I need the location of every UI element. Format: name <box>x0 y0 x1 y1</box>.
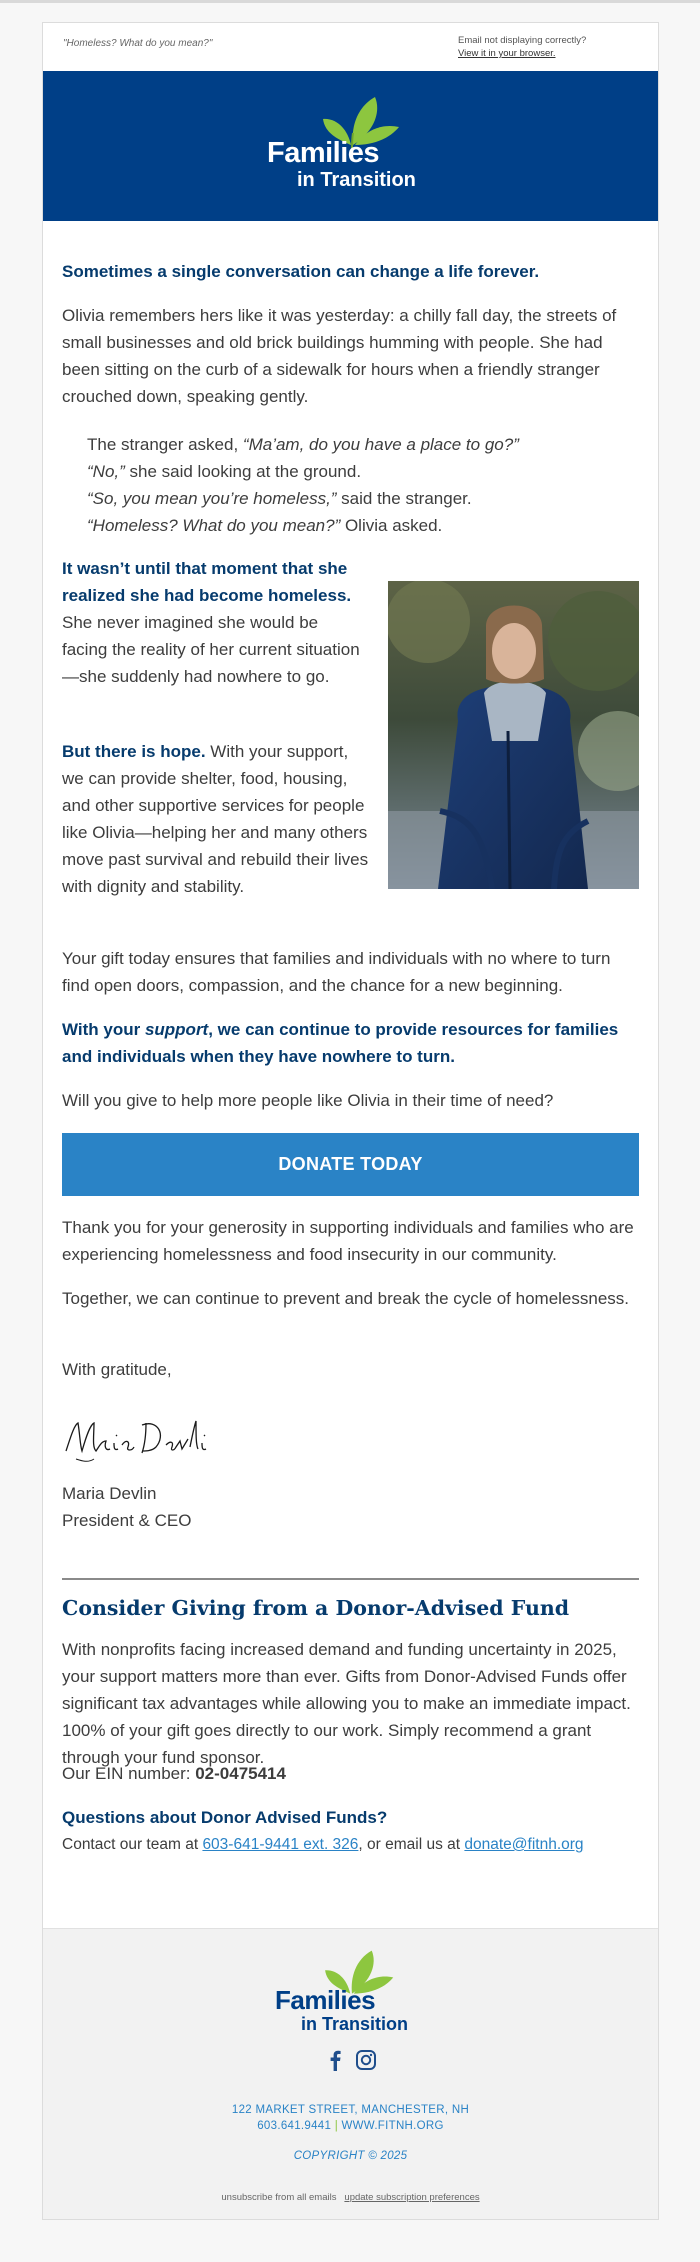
footer-contact-row <box>43 2120 658 2132</box>
hope-paragraph: But there is hope. With your support, we can provide shelter, food, housing, and other supportive services for people like Olivia—helping her and many others move past survival and rebuild their lives with dignity and stability. <box>62 742 369 896</box>
gift-paragraph: Your gift today ensures that families and individuals with no where to turn find open doors, compassion, and the chance for a new beginning. <box>62 949 611 995</box>
browser-view-note <box>458 34 586 60</box>
dialogue-line-1: The stranger asked, “Ma’am, do you have a place to go?” <box>87 435 519 454</box>
dialogue-line-2: “No,” she said looking at the ground. <box>87 462 362 481</box>
view-in-browser-link[interactable]: View it in your browser. <box>458 48 556 59</box>
email-link[interactable]: donate@fitnh.org <box>464 1836 584 1853</box>
header-banner <box>43 71 658 221</box>
footer-wordmark-line2: in Transition <box>301 2014 409 2034</box>
header-logo[interactable] <box>263 93 443 193</box>
support-paragraph: With your support, we can continue to provide resources for families and individuals when they have nowhere to turn. <box>62 1020 619 1066</box>
phone-link[interactable]: 603-641-9441 ext. 326 <box>202 1836 359 1853</box>
section-divider <box>62 1578 639 1580</box>
footer-address: 122 MARKET STREET, MANCHESTER, NH <box>231 2104 470 2116</box>
email-container <box>42 22 659 2220</box>
daf-paragraph: With nonprofits facing increased demand and funding uncertainty in 2025, your support matters more than ever. Gifts from Donor-Advised Funds offer significant tax advantages while allowing you to make an immediate impact. 100% of your gift goes directly to our work. Simply recommend a grant through your fund sponsor. <box>62 1640 631 1767</box>
gratitude-line: With gratitude, <box>62 1360 172 1379</box>
ask-paragraph: Will you give to help more people like Olivia in their time of need? <box>62 1091 554 1110</box>
daf-questions-heading: Questions about Donor Advised Funds? <box>62 1808 388 1827</box>
dialogue-block <box>87 431 627 539</box>
preferences-link[interactable]: update subscription preferences <box>344 2192 480 2203</box>
dialogue-line-4: “Homeless? What do you mean?” Olivia asked. <box>87 516 443 535</box>
footer-logo[interactable] <box>271 1947 431 2037</box>
dialogue-line-3: “So, you mean you’re homeless,” said the stranger. <box>87 489 472 508</box>
footer-unsubscribe-row <box>43 2192 658 2203</box>
realization-paragraph: It wasn’t until that moment that she realized she had become homeless. She never imagined she would be facing the reality of her current situation—she suddenly had nowhere to go. <box>62 559 360 686</box>
social-links <box>325 2049 385 2073</box>
logo-wordmark-line1: Families <box>267 137 380 169</box>
footer-copyright: COPYRIGHT © 2025 <box>293 2150 408 2162</box>
signature <box>62 1401 222 1471</box>
display-note: Email not displaying correctly? <box>458 35 587 46</box>
together-paragraph: Together, we can continue to prevent and break the cycle of homelessness. <box>62 1289 630 1308</box>
daf-heading: Consider Giving from a Donor-Advised Fund <box>62 1596 570 1620</box>
facebook-icon[interactable] <box>325 2049 345 2071</box>
signer-title: President & CEO <box>62 1511 192 1530</box>
footer <box>43 1928 658 2220</box>
ein-line: Our EIN number: 02-0475414 <box>62 1764 286 1783</box>
signer-name: Maria Devlin <box>62 1484 157 1503</box>
instagram-icon[interactable] <box>355 2049 377 2071</box>
thanks-paragraph: Thank you for your generosity in supporting individuals and families who are experiencing homelessness and food insecurity in our community. <box>62 1218 634 1264</box>
footer-wordmark-line1: Families <box>275 1985 376 2015</box>
footer-separator: | <box>334 2120 338 2132</box>
preheader <box>43 23 658 70</box>
preview-text: "Homeless? What do you mean?" <box>63 38 213 49</box>
top-rule <box>0 0 700 3</box>
story-headline: Sometimes a single conversation can change a life forever. <box>62 262 540 281</box>
story-paragraph: Olivia remembers hers like it was yesterday: a chilly fall day, the streets of small businesses and old brick buildings humming with people. She had been sitting on the curb of a sidewalk for hours when a friendly stranger crouched down, speaking gently. <box>62 306 617 406</box>
olivia-photo <box>388 581 639 889</box>
donate-button[interactable]: DONATE TODAY <box>62 1133 639 1196</box>
contact-line: Contact our team at 603-641-9441 ext. 326, or email us at donate@fitnh.org <box>62 1836 584 1853</box>
footer-website[interactable]: WWW.FITNH.ORG <box>341 2120 444 2132</box>
footer-phone[interactable]: 603.641.9441 <box>257 2120 332 2132</box>
unsubscribe-link[interactable]: unsubscribe from all emails <box>221 2192 337 2203</box>
logo-wordmark-line2: in Transition <box>297 169 416 191</box>
